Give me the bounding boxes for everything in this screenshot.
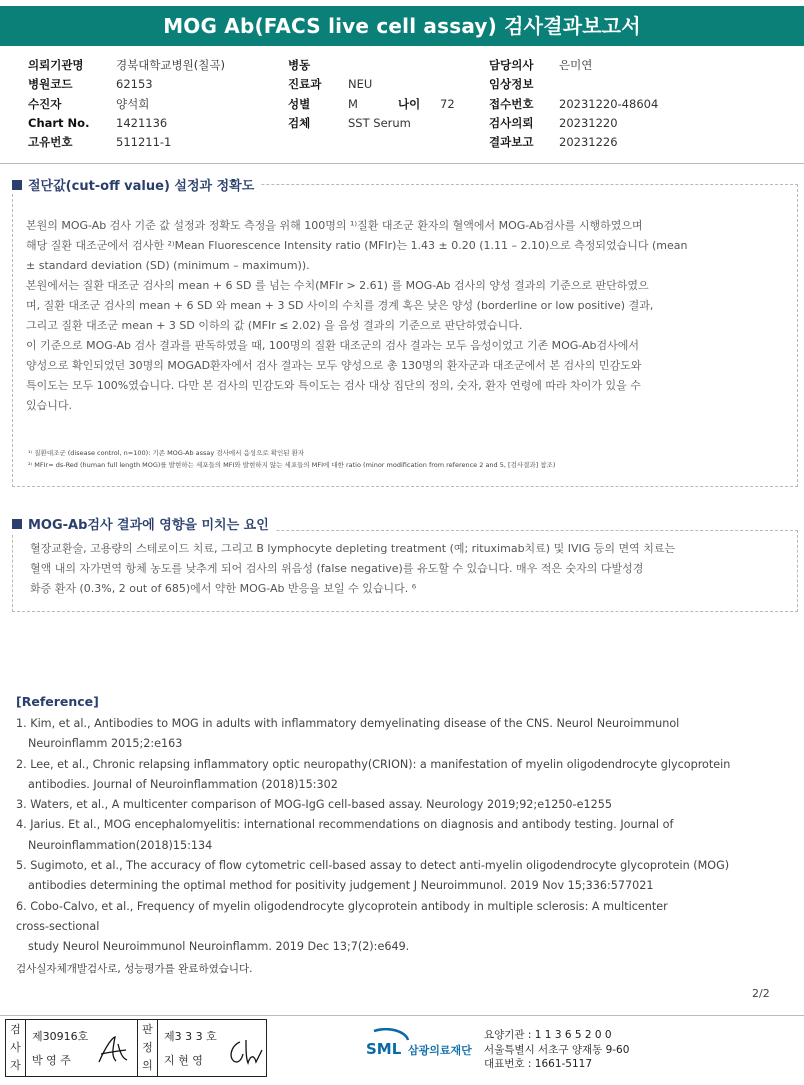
info-row-department: 진료과 NEU [288,77,373,92]
header-left [28,56,278,152]
info-row-ward: 병동 [288,58,311,72]
reviewer-license: 제3 3 3 호 [164,1030,217,1043]
info-row-unique-no: 고유번호 511211-1 [28,135,172,150]
sml-logo-icon [366,1028,410,1058]
sml-logo-name: 삼광의료재단 [408,1044,472,1057]
section1-heading: 절단값(cut-off value) 설정과 정확도 [12,175,260,194]
info-row-patient: 수진자 양석희 [28,96,150,111]
info-row-receipt-no: 접수번호 20231220-48604 [489,96,659,111]
info-row-sex-age: 성별 M 나이 72 [288,96,455,111]
reviewer-label-cell: 판 정 의 [138,1020,158,1076]
info-row-hospital-code: 병원코드 62153 [28,77,153,92]
info-row-report-date: 결과보고 20231226 [489,135,618,150]
reference-line: 2. Lee, et al., Chronic relapsing inflammatory optic neuropathy(CRION): a manifestation of myelin oligodendrocyte glycoprotein [16,757,731,771]
phone-line: 대표번호 : 1661-5117 [484,1058,593,1070]
header-divider [0,163,804,164]
reference-line: study Neurol Neuroimmunol Neuroinflamm. 2019 Dec 13;7(2):e649. [28,940,410,954]
reference-line: 4. Jarius. Et al., MOG encephalomyelitis: international recommendations on diagnosis and antibody testing. Journal of [16,818,674,832]
section-bullet-icon [12,519,22,529]
address-line: 서울특별시 서초구 양재동 9-60 [484,1043,630,1056]
page-number: 2/2 [752,987,770,1000]
reference-line: antibodies determining the optimal method for positivity judgement J Neuroimmunol. 2019 Nov 15;336:577021 [28,879,654,893]
reference-line: 3. Waters, et al., A multicenter comparison of MOG-IgG cell-based assay. Neurology 2019;92;e1250-e1255 [16,798,612,812]
reference-line: 6. Cobo-Calvo, et al., Frequency of myelin oligodendrocyte glycoprotein antibody in multiple sclerosis: A multicenter [16,899,668,913]
footnote-1: ¹⁾ 질환대조군 (disease control, n=100): 기존 MOG-Ab assay 검사에서 음성으로 확인된 환자 [28,449,305,457]
section2-body: 혈장교환술, 고용량의 스테로이드 치료, 그리고 B lymphocyte depleting treatment (예; rituximab치료) 및 IVIG 등의 면역 치료는 혈액 내의 자가면역 항체 농도를 낮추게 되어 검사의 위음성 (false negative)를 유도할 수 있습니다. 매우 적은 숫자의 다발성경 화증 환자 (0.3%, 2 out of 685)에서 약한 MOG-Ab 반응을 보일 수 있습니다. ⁶ [30,542,676,595]
reference-title: [Reference] [16,694,99,709]
reviewer-signature [226,1036,264,1066]
info-row-specimen: 검체 SST Serum [288,115,411,130]
reference-line: cross-sectional [16,919,100,933]
section-bullet-icon [12,180,22,190]
footnote-2: ²⁾ MFIr= ds-Red (human full length MOG)를 발현하는 세포들의 MFI와 발현하지 않는 세포들의 MFI에 대한 ratio (minor modification from reference 2 and 5, [검사결과] 참조) [28,461,556,469]
examiner-signature [96,1034,130,1066]
header-middle [288,56,478,133]
reviewer-cell [158,1020,266,1076]
report-title: MOG Ab(FACS live cell assay) 검사결과보고서 [0,6,804,46]
closing-note: 검사실자체개발검사로, 성능평가를 완료하였습니다. [16,963,253,975]
examiner-name: 박 영 주 [32,1054,71,1067]
info-row-doctor: 담당의사 은미연 [489,58,593,72]
info-row-institution: 의뢰기관명 경북대학교병원(칠곡) [28,58,225,72]
section1-body: 본원의 MOG-Ab 검사 기준 값 설정과 정확도 측정을 위해 100명의 ¹⁾질환 대조군 환자의 혈액에서 MOG-Ab검사를 시행하였으며 해당 질환 대조군에서 검사한 ²⁾Mean Fluorescence Intensity ratio (MFIr)는 1.43 ± 0.20 (1.11 – 2.10)으로 측정되었습니다 (mean ± standard deviation (SD) (minimum – maximum)). 본원에서는 질환 대조군 검사의 mean + 6 SD 를 넘는 수치(MFIr > 2.61) 를 MOG-Ab 검사의 양성 결과의 기준으로 판단하였으 며, 질환 대조군 검사의 mean + 6 SD 와 mean + 3 SD 사이의 수치를 경계 혹은 낮은 양성 (borderline or low positive) 결과, 그리고 질환 대조군 mean + 3 SD 이하의 값 (MFIr ≤ 2.02) 을 음성 결과의 기준으로 판단하였습니다. 이 기준으로 MOG-Ab 검사 결과를 판독하였을 때, 100명의 질환 대조군의 검사 결과는 모두 음성이었고 기존 MOG-Ab검사에서 양성으로 확인되었던 30명의 MOGAD환자에서 검사 결과는 모두 양성으로 총 130명의 환자군과 대조군에서 본 검사의 민감도와 특이도는 모두 100%였습니다. 다만 본 검사의 민감도와 특이도는 검사 대상 집단의 정의, 숫자, 환자 연령에 따라 차이가 있을 수 있습니다. [26,219,688,412]
examiner-license: 제30916호 [32,1030,89,1043]
reference-list [16,714,786,958]
info-row-chart-no: Chart No. 1421136 [28,115,168,130]
examiner-cell [26,1020,138,1076]
reference-line: Neuroinflamm 2015;2:e163 [28,737,183,751]
reference-line: 1. Kim, et al., Antibodies to MOG in adults with inflammatory demyelinating disease of the CNS. Neurol Neuroimmunol [16,717,680,730]
section2-heading: MOG-Ab검사 결과에 영향을 미치는 요인 [12,514,275,533]
examiner-label-cell: 검 사 자 [6,1020,26,1076]
info-row-request-date: 검사의뢰 20231220 [489,115,618,130]
info-row-clinical-info: 임상정보 [489,77,534,92]
reference-line: 5. Sugimoto, et al., The accuracy of flow cytometric cell-based assay to detect anti-myelin oligodendrocyte glycoprotein (MOG) [16,859,730,873]
svg-text:SML: SML [366,1040,402,1058]
reference-line: antibodies. Journal of Neuroinflammation (2018)15:302 [28,777,338,791]
reference-line: Neuroinflammation(2018)15:134 [28,838,213,852]
header-right [489,56,779,152]
signature-table [5,1019,267,1077]
facility-code: 요양기관 : 1 1 3 6 5 2 0 0 [484,1029,612,1041]
reviewer-name: 지 현 영 [164,1054,203,1067]
footer-address [484,1028,629,1072]
